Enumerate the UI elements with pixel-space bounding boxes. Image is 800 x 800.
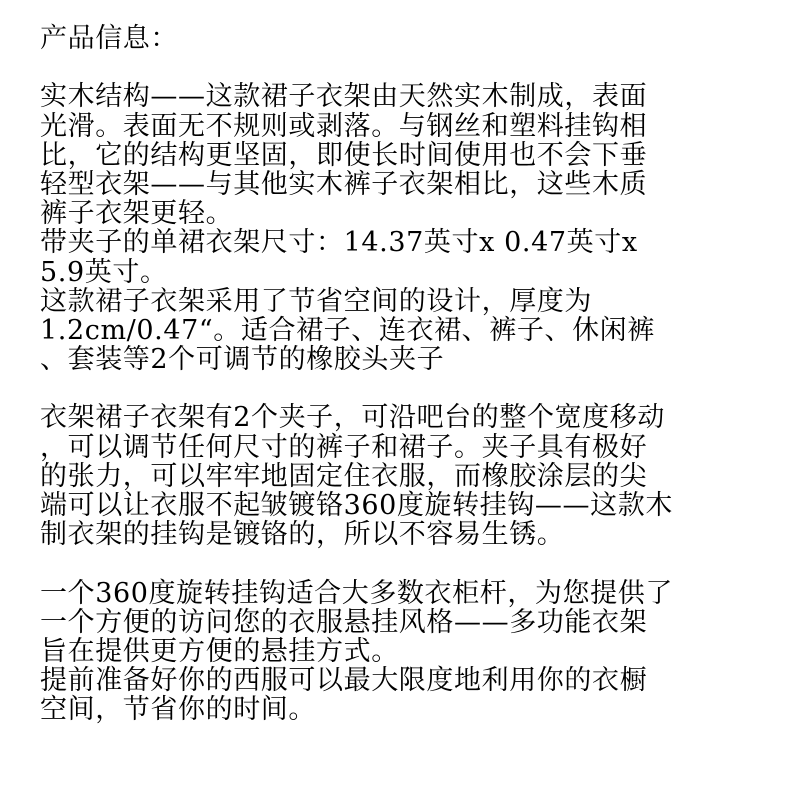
text-line: 实木结构——这款裙子衣架由天然实木制成，表面 [40, 81, 648, 113]
text-line: 光滑。表面无不规则或剥落。与钢丝和塑料挂钩相 [40, 110, 648, 142]
text-line: 1.2cm/0.47“。适合裙子、连衣裙、裤子、休闲裤 [40, 314, 655, 346]
text-line: 一个方便的访问您的衣服悬挂风格——多功能衣架 [40, 606, 648, 638]
text-line: 制衣架的挂钩是镀铬的，所以不容易生锈。 [40, 519, 565, 551]
text-line: 提前准备好你的西服可以最大限度地利用你的衣橱 [40, 665, 648, 697]
text-line: 、套装等2个可调节的橡胶头夹子 [40, 344, 445, 376]
text-line: 轻型衣架——与其他实木裤子衣架相比，这些木质 [40, 168, 648, 200]
text-line: 端可以让衣服不起皱镀铬360度旋转挂钩——这款木 [40, 490, 673, 521]
paragraph-solid-wood [40, 82, 780, 374]
text-line: 空间，节省你的时间。 [40, 694, 316, 726]
text-line: 比，它的结构更坚固，即使长时间使用也不会下垂 [40, 139, 648, 171]
paragraph-spacer [40, 374, 780, 403]
text-line: 5.9英寸。 [40, 256, 168, 288]
paragraph-spacer [40, 549, 780, 578]
section-heading: 产品信息： [40, 23, 178, 54]
text-line: 带夹子的单裙衣架尺寸：14.37英寸x 0.47英寸x [40, 227, 638, 259]
text-line: 这款裙子衣架采用了节省空间的设计，厚度为 [40, 285, 592, 317]
product-info-document [40, 24, 780, 725]
text-line: ，可以调节任何尺寸的裤子和裙子。夹子具有极好 [40, 431, 648, 463]
text-line: 衣架裙子衣架有2个夹子，可沿吧台的整个宽度移动 [40, 402, 665, 434]
text-line: 一个360度旋转挂钩适合大多数衣柜杆，为您提供了 [40, 577, 673, 609]
text-line: 裤子衣架更轻。 [40, 198, 234, 230]
paragraph-clips [40, 403, 780, 549]
text-line: 的张力，可以牢牢地固定住衣服，而橡胶涂层的尖 [40, 460, 648, 492]
text-line: 旨在提供更方便的悬挂方式。 [40, 635, 399, 667]
paragraph-hook [40, 579, 780, 725]
